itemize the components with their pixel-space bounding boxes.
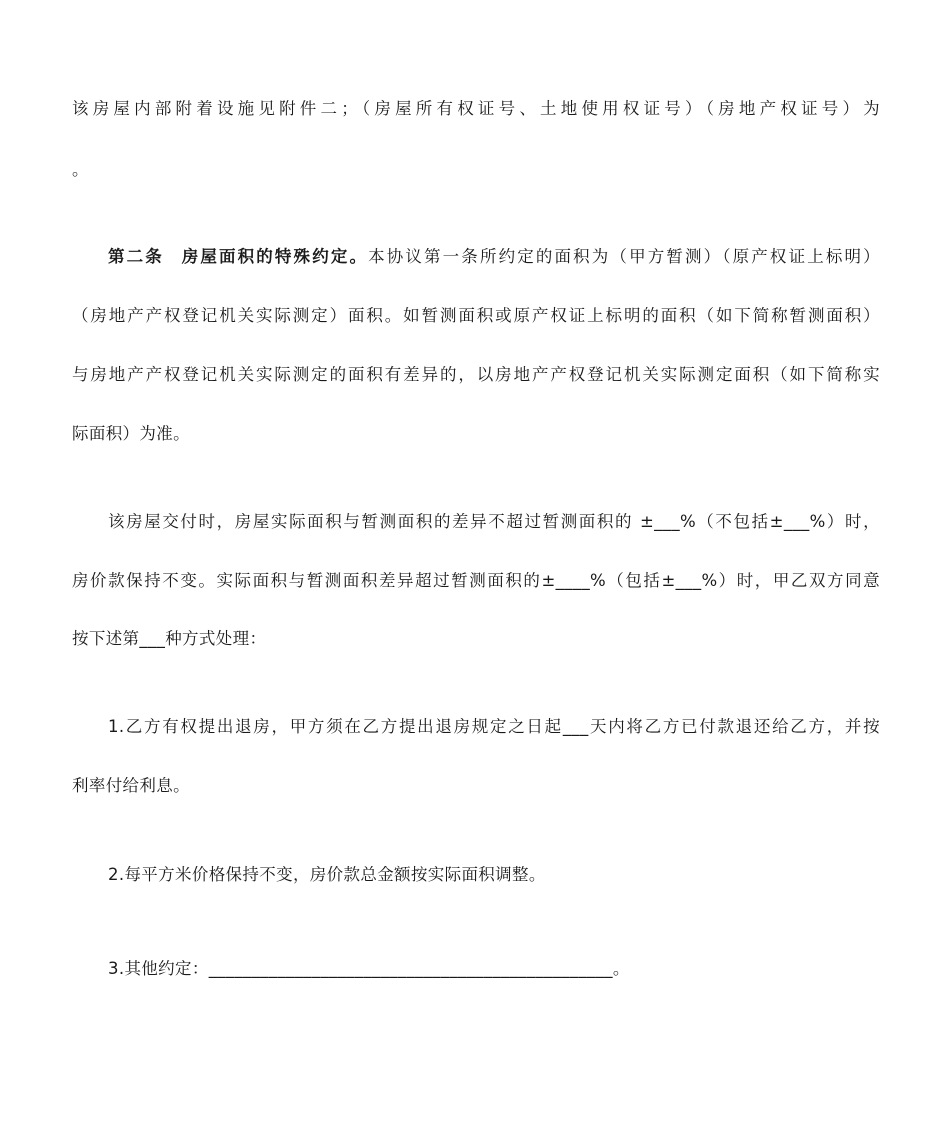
article-2-line-4: 际面积）为准。 xyxy=(72,424,190,443)
option-1-line-1: 1.乙方有权提出退房，甲方须在乙方提出退房规定之日起___天内将乙方已付款退还给乙方，并按 xyxy=(108,717,880,736)
paragraph-3-line-1: 该房屋交付时，房屋实际面积与暂测面积的差异不超过暂测面积的 ±___%（不包括±___%）时， xyxy=(108,512,880,531)
paragraph-3-line-2: 房价款保持不变。实际面积与暂测面积差异超过暂测面积的±____%（包括±___%）时，甲乙双方同意 xyxy=(72,571,880,590)
article-2-number: 第二条 xyxy=(108,247,164,266)
article-2-line-1 xyxy=(108,246,880,268)
article-2-text: 本协议第一条所约定的面积为（甲方暂测）（原产权证上标明） xyxy=(368,247,880,266)
option-3: 3.其他约定：_______________________________________________。 xyxy=(108,959,630,978)
option-1-line-2: 利率付给利息。 xyxy=(72,776,190,795)
article-2-line-2: （房地产产权登记机关实际测定）面积。如暂测面积或原产权证上标明的面积（如下简称暂测面积） xyxy=(72,306,880,325)
article-2-title: 房屋面积的特殊约定。 xyxy=(179,247,369,266)
paragraph-1-line-2: 。 xyxy=(72,160,89,179)
option-2: 2.每平方米价格保持不变，房价款总金额按实际面积调整。 xyxy=(108,865,546,884)
paragraph-3-line-3: 按下述第___种方式处理： xyxy=(72,629,267,648)
article-2-line-3: 与房地产产权登记机关实际测定的面积有差异的，以房地产产权登记机关实际测定面积（如下简称实 xyxy=(72,365,880,384)
paragraph-1-line-1: 该房屋内部附着设施见附件二；（房屋所有权证号、土地使用权证号）（房地产权证号）为 xyxy=(72,99,880,118)
